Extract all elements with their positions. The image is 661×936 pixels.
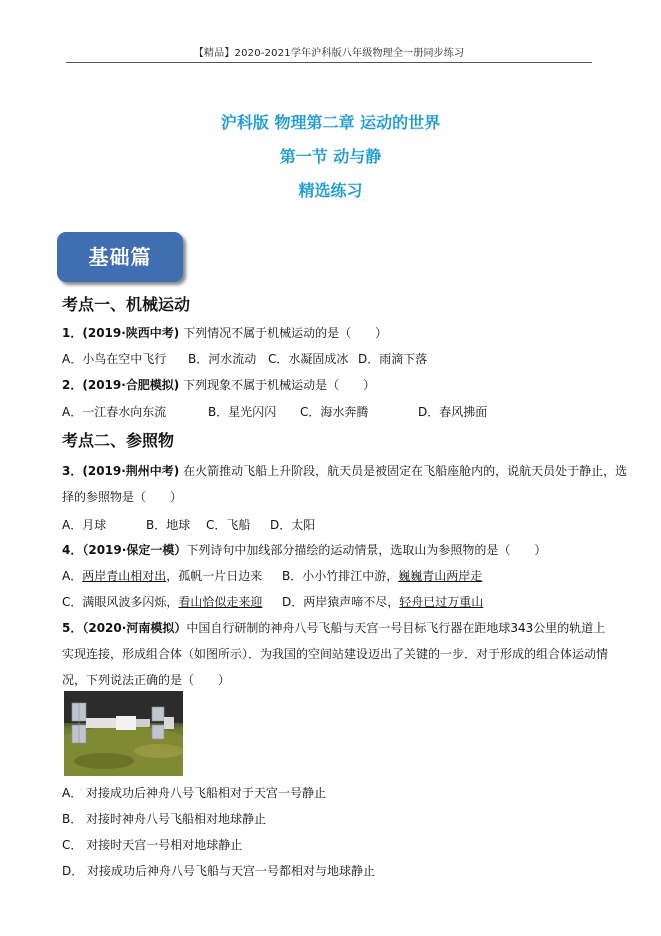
q5-option-c: C． 对接时天宫一号相对地球静止 bbox=[62, 838, 243, 852]
q1-option-d: D．雨滴下落 bbox=[358, 352, 428, 366]
q5-option-a: A． 对接成功后神舟八号飞船相对于天宫一号静止 bbox=[62, 786, 327, 800]
question-3 bbox=[62, 462, 627, 479]
option-label: A． bbox=[62, 569, 83, 583]
q2-option-a: A．一江春水向东流 bbox=[62, 405, 167, 419]
q4-option-c bbox=[62, 593, 262, 610]
question-1 bbox=[62, 324, 387, 341]
question-source: (2019·合肥模拟) bbox=[82, 378, 180, 392]
underlined-phrase: 巍巍青山两岸走 bbox=[398, 569, 483, 583]
q5-option-b: B． 对接时神舟八号飞船相对地球静止 bbox=[62, 812, 267, 826]
q2-option-d: D．春风拂面 bbox=[418, 405, 488, 419]
question-text: 中国自行研制的神舟八号飞船与天宫一号目标飞行器在距地球343公里的轨道上 bbox=[186, 621, 606, 635]
q1-option-b: B．河水流动 bbox=[188, 352, 257, 366]
basic-banner bbox=[57, 232, 183, 282]
question-2 bbox=[62, 376, 375, 393]
question-source: （2019·保定一模） bbox=[82, 543, 187, 557]
q2-option-b: B．星光闪闪 bbox=[208, 405, 277, 419]
subtitle: 精选练习 bbox=[298, 181, 363, 200]
section-title: 第一节 动与静 bbox=[279, 147, 382, 166]
question-4 bbox=[62, 541, 546, 558]
question-5-cont: 实现连接，形成组合体（如图所示）．为我国的空间站建设迈出了关键的一步．对于形成的组合体运动情 bbox=[62, 647, 609, 661]
question-source: (2019·荆州中考) bbox=[82, 464, 180, 478]
topic-heading-1: 考点一、机械运动 bbox=[62, 295, 191, 314]
question-source: (2019·陕西中考) bbox=[82, 326, 180, 340]
topic-heading-2: 考点二、参照物 bbox=[62, 431, 175, 450]
underlined-phrase: 两岸青山相对出 bbox=[82, 569, 167, 583]
question-number: 2． bbox=[62, 378, 83, 392]
spacecraft-illustration bbox=[64, 691, 183, 776]
q3-option-a: A．月球 bbox=[62, 518, 107, 532]
q1-option-a: A．小鸟在空中飞行 bbox=[62, 352, 167, 366]
q4-option-a bbox=[62, 567, 262, 584]
question-5-cont-2: 况，下列说法正确的是（ ） bbox=[62, 673, 231, 687]
q3-option-c: C．飞船 bbox=[206, 518, 251, 532]
q2-option-c: C．海水奔腾 bbox=[300, 405, 369, 419]
q3-option-b: B．地球 bbox=[146, 518, 191, 532]
q3-option-d: D．太阳 bbox=[270, 518, 316, 532]
q1-option-c: C．水凝固成冰 bbox=[268, 352, 349, 366]
question-3-cont: 择的参照物是（ ） bbox=[62, 490, 183, 504]
q4-option-b bbox=[282, 567, 482, 584]
option-text: ，孤帆一片日边来 bbox=[166, 569, 263, 583]
header-divider bbox=[66, 62, 592, 63]
option-text: B．小小竹排江中游， bbox=[282, 569, 399, 583]
question-text: 在火箭推动飞船上升阶段，航天员是被固定在飞船座舱内的，说航天员处于静止，选 bbox=[179, 464, 628, 478]
question-number: 4． bbox=[62, 543, 83, 557]
option-text: C．满眼风波多闪烁， bbox=[62, 595, 179, 609]
question-number: 3． bbox=[62, 464, 83, 478]
underlined-phrase: 轻舟已过万重山 bbox=[399, 595, 484, 609]
question-source: （2020·河南模拟） bbox=[82, 621, 187, 635]
question-number: 5． bbox=[62, 621, 83, 635]
question-text: 下列诗句中加线部分描绘的运动情景，选取山为参照物的是（ ） bbox=[186, 543, 547, 557]
page-header: 【精品】2020-2021学年沪科版八年级物理全一册同步练习 bbox=[193, 48, 465, 59]
option-text: D．两岸猿声啼不尽， bbox=[282, 595, 400, 609]
q4-option-d bbox=[282, 593, 483, 610]
main-title: 沪科版 物理第二章 运动的世界 bbox=[220, 113, 441, 132]
underlined-phrase: 看山恰似走来迎 bbox=[178, 595, 263, 609]
question-5 bbox=[62, 619, 605, 636]
spacecraft-photo bbox=[64, 691, 183, 776]
q5-option-d: D． 对接成功后神舟八号飞船与天宫一号都相对与地球静止 bbox=[62, 864, 376, 878]
question-text: 下列情况不属于机械运动的是（ ） bbox=[179, 326, 388, 340]
question-text: 下列现象不属于机械运动是（ ） bbox=[179, 378, 376, 392]
question-number: 1． bbox=[62, 326, 83, 340]
banner-label: 基础篇 bbox=[88, 245, 152, 269]
